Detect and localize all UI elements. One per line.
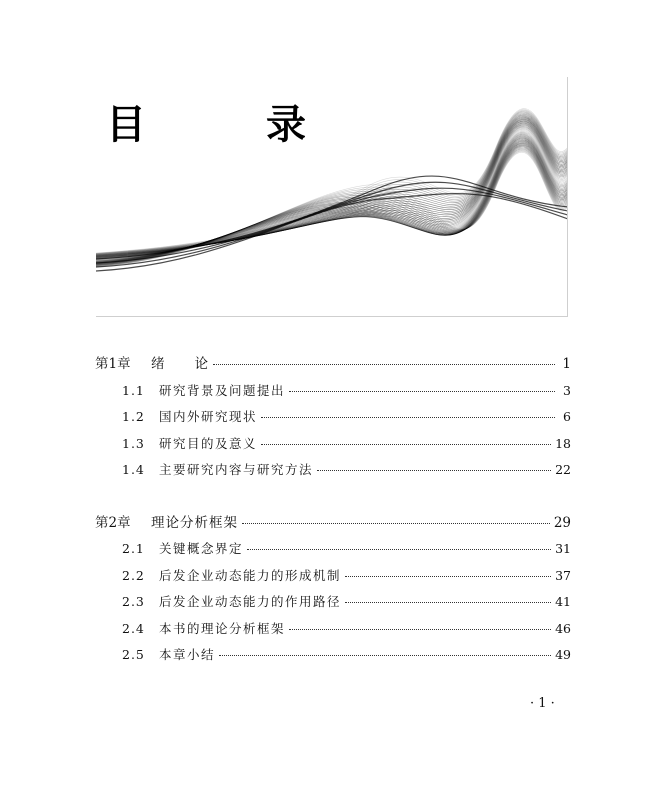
section-number: 2.1 bbox=[122, 541, 145, 556]
dot-leader bbox=[261, 444, 551, 445]
page-title: 目 录 bbox=[106, 102, 346, 148]
chapter-spacer bbox=[95, 484, 571, 510]
page-ref: 31 bbox=[555, 541, 571, 556]
chapter-title: 理论分析框架 bbox=[151, 514, 238, 531]
section-title: 本章小结 bbox=[159, 647, 216, 662]
section-title: 本书的理论分析框架 bbox=[159, 620, 286, 636]
toc-section-2-1[interactable] bbox=[95, 536, 571, 563]
page-ref: 1 bbox=[562, 356, 571, 372]
toc-section-2-2[interactable] bbox=[95, 563, 571, 590]
section-number: 2.3 bbox=[122, 594, 145, 609]
page-ref: 22 bbox=[555, 462, 571, 477]
table-of-contents bbox=[95, 351, 571, 669]
toc-section-1-1[interactable] bbox=[95, 378, 571, 405]
toc-chapter-1[interactable] bbox=[95, 351, 571, 378]
dot-leader bbox=[242, 523, 550, 524]
section-number: 1.4 bbox=[122, 462, 145, 477]
chapter-number: 第1章 bbox=[95, 356, 131, 372]
section-title: 国内外研究现状 bbox=[159, 409, 258, 424]
section-number: 2.5 bbox=[122, 647, 145, 662]
page-number: · 1 · bbox=[530, 696, 555, 711]
section-title: 关键概念界定 bbox=[159, 541, 244, 556]
toc-section-1-2[interactable] bbox=[95, 404, 571, 431]
page-ref: 49 bbox=[555, 647, 571, 662]
page-ref: 6 bbox=[563, 409, 571, 424]
dot-leader bbox=[345, 602, 551, 603]
chapter-number: 第2章 bbox=[95, 514, 131, 531]
chapter-title: 绪 论 bbox=[151, 356, 209, 372]
dot-leader bbox=[289, 629, 551, 630]
toc-header-banner bbox=[96, 77, 568, 317]
dot-leader bbox=[261, 417, 555, 418]
toc-section-1-4[interactable] bbox=[95, 457, 571, 484]
section-number: 1.3 bbox=[122, 435, 145, 451]
dot-leader bbox=[345, 576, 551, 577]
dot-leader bbox=[247, 549, 551, 550]
section-number: 2.4 bbox=[122, 620, 145, 636]
page-ref: 46 bbox=[555, 620, 571, 636]
page-ref: 37 bbox=[555, 567, 571, 583]
dot-leader bbox=[219, 655, 551, 656]
page-ref: 29 bbox=[553, 514, 571, 531]
section-title: 研究目的及意义 bbox=[159, 435, 258, 451]
section-title: 主要研究内容与研究方法 bbox=[159, 462, 314, 477]
section-title: 后发企业动态能力的作用路径 bbox=[159, 594, 342, 609]
toc-section-2-3[interactable] bbox=[95, 589, 571, 616]
dot-leader bbox=[289, 391, 555, 392]
page-ref: 3 bbox=[563, 382, 571, 398]
dot-leader bbox=[213, 364, 555, 365]
toc-section-2-5[interactable] bbox=[95, 642, 571, 669]
toc-chapter-2[interactable] bbox=[95, 510, 571, 537]
page-ref: 18 bbox=[555, 435, 571, 451]
section-title: 研究背景及问题提出 bbox=[159, 382, 286, 398]
section-number: 1.1 bbox=[122, 382, 145, 398]
page-ref: 41 bbox=[555, 594, 571, 609]
toc-section-1-3[interactable] bbox=[95, 431, 571, 458]
section-number: 2.2 bbox=[122, 567, 145, 583]
dot-leader bbox=[317, 470, 551, 471]
section-number: 1.2 bbox=[122, 409, 145, 424]
section-title: 后发企业动态能力的形成机制 bbox=[159, 567, 342, 583]
toc-section-2-4[interactable] bbox=[95, 616, 571, 643]
